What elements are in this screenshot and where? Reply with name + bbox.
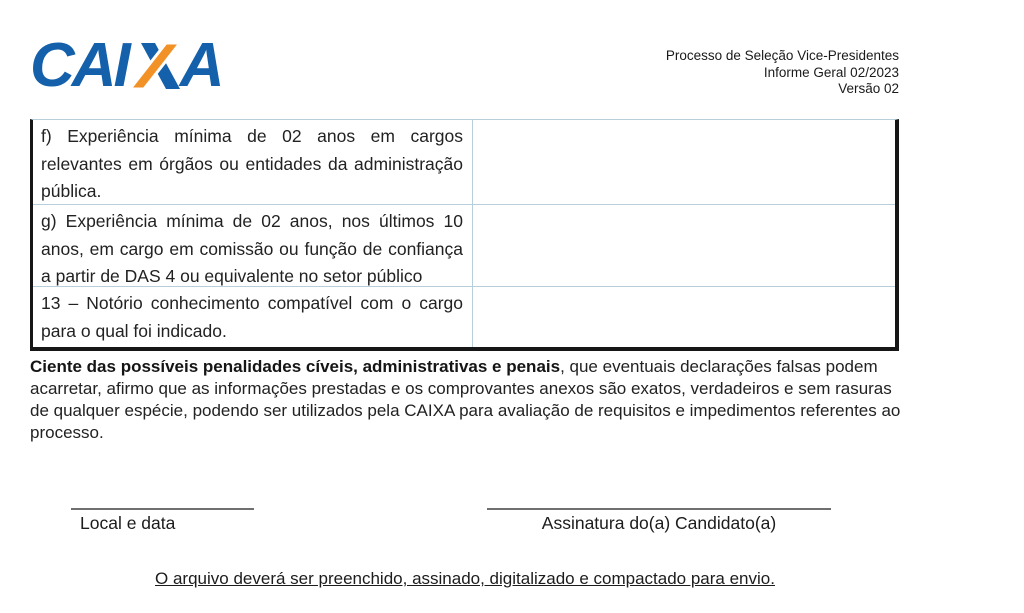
table-row-13 xyxy=(33,286,895,347)
header-line-process: Processo de Seleção Vice-Presidentes xyxy=(665,48,899,63)
caixa-x-icon xyxy=(129,42,181,95)
local-date-label: Local e data xyxy=(80,513,176,533)
response-cell xyxy=(473,120,895,204)
requirements-table xyxy=(30,119,899,351)
response-cell xyxy=(473,205,895,286)
candidate-signature-label: Assinatura do(a) Candidato(a) xyxy=(541,513,777,533)
footer-note: O arquivo deverá ser preenchido, assinado, digitalizado e compactado para envio. xyxy=(155,569,775,588)
table-row-f xyxy=(33,120,895,204)
requirement-cell: 13 – Notório conhecimento compatível com o cargo para o qual foi indicado. xyxy=(33,287,473,347)
header-line-versao: Versão 02 xyxy=(838,81,899,96)
declaration-body: , que eventuais declarações falsas podem acarretar, afirmo que as informações prestadas e os comprovantes anexos são exatos, verdadeiros e sem rasuras de qualquer espécie, podendo ser utilizados pela CAIXA para avaliação de requisitos e impedimentos referentes ao processo. xyxy=(30,357,901,442)
caixa-logo xyxy=(30,31,222,100)
requirement-cell: g) Experiência mínima de 02 anos, nos últimos 10 anos, em cargo em comissão ou função de confiança a partir de DAS 4 ou equivalente no setor público xyxy=(33,205,473,286)
candidate-signature-line xyxy=(487,508,831,510)
requirement-cell: f) Experiência mínima de 02 anos em cargos relevantes em órgãos ou entidades da administração pública. xyxy=(33,120,473,204)
logo-text-a: A xyxy=(179,31,222,100)
logo-text-cai: CAI xyxy=(30,31,128,100)
header-line-informe: Informe Geral 02/2023 xyxy=(763,64,899,80)
document-header xyxy=(666,48,899,98)
local-date-signature-line xyxy=(71,508,254,510)
response-cell xyxy=(473,287,895,347)
declaration-bold-lead: Ciente das possíveis penalidades cíveis, administrativas e penais xyxy=(30,357,561,376)
table-row-g xyxy=(33,204,895,286)
declaration-paragraph xyxy=(30,356,912,444)
